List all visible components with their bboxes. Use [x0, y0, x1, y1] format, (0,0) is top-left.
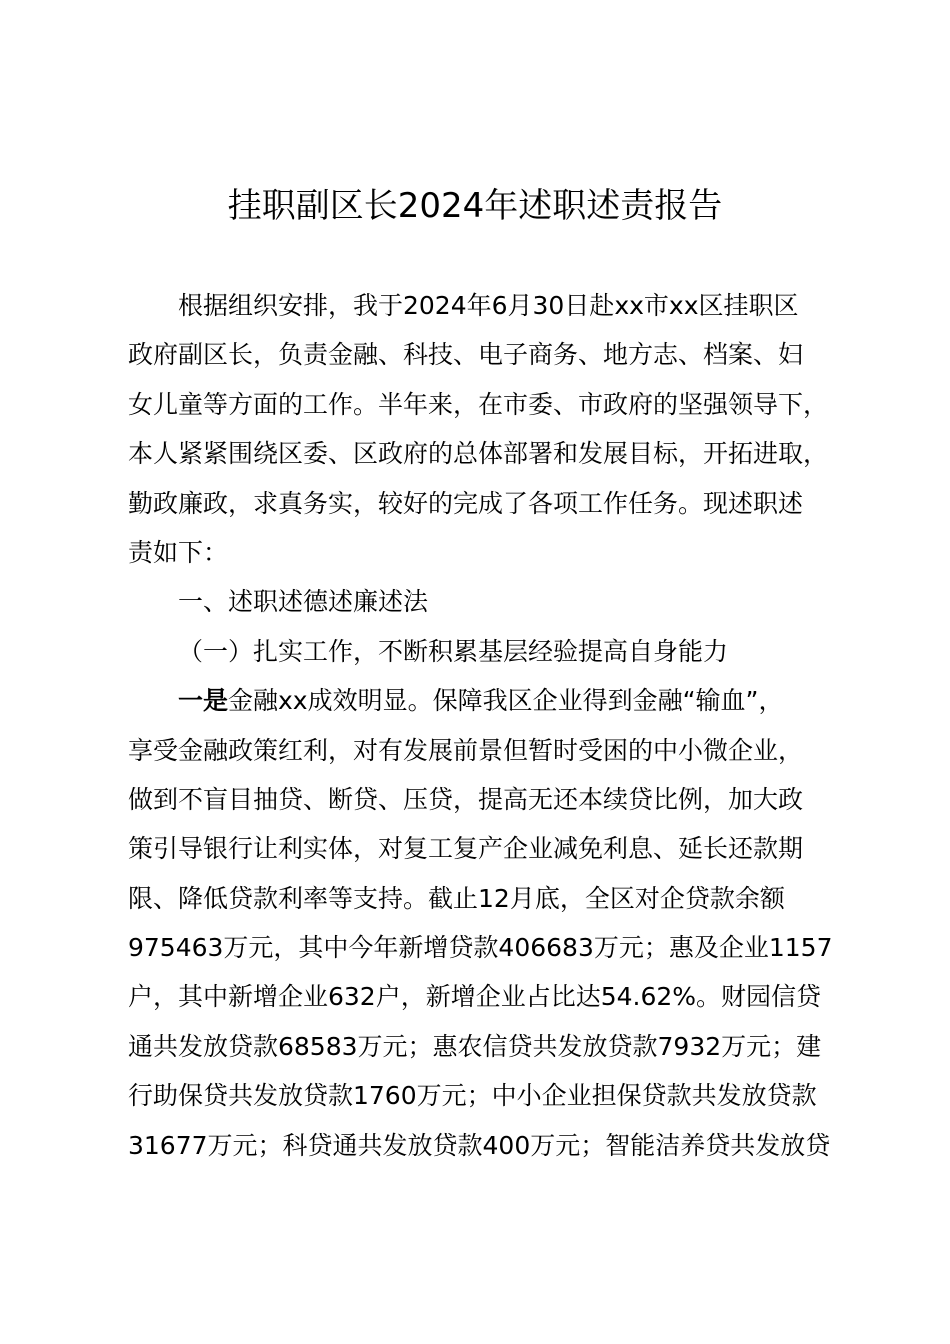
body-line: 975463万元，其中今年新增贷款406683万元；惠及企业1157 — [128, 933, 833, 963]
body-line: 享受金融政策红利，对有发展前景但暂时受困的中小微企业， — [128, 735, 804, 765]
subsection-heading: （一）扎实工作，不断积累基层经验提高自身能力 — [178, 636, 729, 666]
body-line: 女儿童等方面的工作。半年来，在市委、市政府的坚强领导下， — [128, 389, 829, 419]
body-line-lead — [128, 676, 868, 725]
lead-text: 金融xx成效明显。保障我区企业得到金融“输血”， — [228, 686, 784, 716]
section-heading: 一、述职述德述廉述法 — [178, 587, 429, 617]
body-line: 限、降低贷款利率等支持。截止12月底，全区对企贷款余额 — [128, 883, 785, 913]
body-line: 根据组织安排，我于2024年6月30日赴xx市xx区挂职区 — [178, 291, 799, 320]
document-body — [128, 281, 868, 1170]
body-line: 本人紧紧围绕区委、区政府的总体部署和发展目标，开拓进取， — [128, 439, 829, 469]
body-line: 户，其中新增企业632户，新增企业占比达54.62%。财园信贷 — [128, 982, 822, 1012]
body-line: 通共发放贷款68583万元；惠农信贷共发放贷款7932万元；建 — [128, 1031, 822, 1061]
body-line: 行助保贷共发放贷款1760万元；中小企业担保贷款共发放贷款 — [128, 1081, 817, 1111]
body-line: 策引导银行让利实体，对复工复产企业减免利息、延长还款期 — [128, 834, 804, 864]
body-line: 政府副区长，负责金融、科技、电子商务、地方志、档案、妇 — [128, 340, 804, 370]
body-line: 勤政廉政，求真务实，较好的完成了各项工作任务。现述职述 — [128, 488, 804, 518]
body-line: 责如下： — [128, 537, 229, 567]
lead-marker: 一是 — [178, 686, 229, 716]
body-line: 做到不盲目抽贷、断贷、压贷，提高无还本续贷比例，加大政 — [128, 784, 804, 814]
body-line: 31677万元；科贷通共发放贷款400万元；智能洁养贷共发放贷 — [128, 1130, 831, 1160]
document-title: 挂职副区长2024年述职述责报告 — [227, 186, 723, 226]
